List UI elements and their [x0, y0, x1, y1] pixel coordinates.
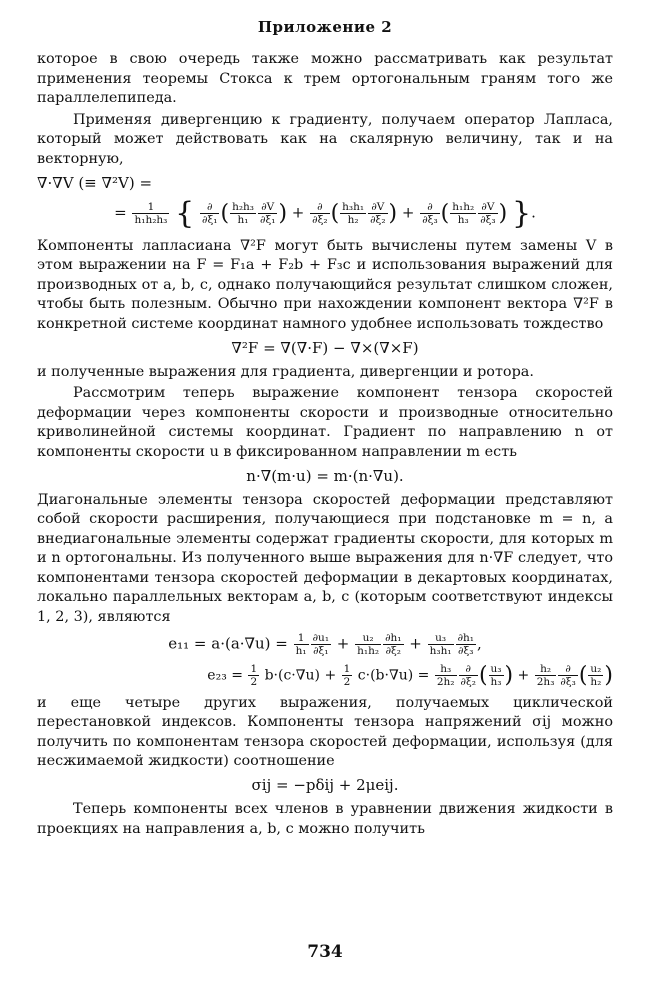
paragraph-2: Применяя дивергенцию к градиенту, получаем оператор Лапласа, который может действовать как на скалярную величину, так и на векторную,: [37, 111, 613, 167]
e11-formula: e₁₁ = a·(a·∇u) = $\frac{1}{\text{h₁}}$ $\frac{\text{∂u₁}}{\text{∂ξ₁}}$ + $\frac{\text{u₂}}{\text{h₁h₂}}$ $\frac{\text{∂h₁}}{\text{∂ξ₂}}$ + $\frac{\text{u₃}}{\text{h₃h₁}}$ $\frac{\text{∂h₁}}{\text{∂ξ₃}}$ ,: [168, 631, 482, 657]
paragraph-8: Теперь компоненты всех членов в уравнении движения жидкости в проекциях на направления a, b, c можно получить: [37, 801, 613, 837]
stress-formula: σij = −pδij + 2μeij.: [251, 776, 399, 795]
vector-identity: ∇²F = ∇(∇·F) − ∇×(∇×F): [231, 338, 419, 357]
paragraph-5: Рассмотрим теперь выражение компонент тензора скоростей деформации через компоненты скорости и производные относительно криволинейной системы координат. Градиент по направлению n от компоненты скорости u в фиксированном направлении m есть: [37, 385, 613, 460]
paragraph-6: Диагональные элементы тензора скоростей деформации представляют собой скорости расширения, получающиеся при подстановке m = n, а внедиагональные элементы содержат градиенты скорости, для которых m и n ортогональны. Из полученного выше выражения для n·∇F следует, что компонентами тензора скоростей деформации в декартовых координатах, локально параллельных векторам a, b, c (которым соответствуют индексы 1, 2, 3), являются: [37, 491, 613, 626]
laplacian-formula: = $\frac{1}{\text{h₁h₂h₃}}$ { ∂ ∂ξ₁ ( $\frac{\text{h₂h₃}}{\text{h₁}}$ $\frac{\partial V}{\text{∂ξ₁}}$ ) + ∂ ∂ξ₂ ( $\frac{\text{h₃h₁}}{\text{h₂}}$ $\frac{\partial V}{\text{∂ξ₂}}$ ) + ∂ ∂ξ₃ ( $\frac{\text{h₁h₂}}{\text{h₃}}$ $\frac{\partial V}{\text{∂ξ₃}}$ ) }.: [114, 195, 536, 231]
e23-formula: e₂₃ = $\frac{1}{2}$ b·(c·∇u) + $\frac{1}{2}$ c·(b·∇u) = $\frac{\text{h₃}}{\text{2h₂}}$ ∂ ∂ξ₂ ( $\frac{\text{u₃}}{\text{h₃}}$ ) + $\frac{\text{h₂}}{\text{2h₃}}$ ∂ ∂ξ₃ ( $\frac{\text{u₂}}{\text{h₂}}$ ): [207, 662, 613, 688]
gradient-formula: n·∇(m·u) = m·(n·∇u).: [246, 466, 404, 485]
paragraph-1: которое в свою очередь также можно рассматривать как результат применения теоремы Стокса к трем ортогональным граням того же параллелепипеда.: [37, 51, 613, 107]
page: [37, 18, 613, 839]
paragraph-7: и еще четыре других выражения, получаемых циклической перестановкой индексов. Компоненты тензора напряжений σij можно получить по компонентам тензора скоростей деформации, используя (для несжимаемой жидкости) соотношение: [37, 694, 613, 770]
page-number: 734: [307, 942, 343, 962]
paragraph-4: и полученные выражения для градиента, дивергенции и ротора.: [37, 363, 534, 380]
paragraph-3: Компоненты лапласиана ∇²F могут быть вычислены путем замены V в этом выражении на F = F₁a + F₂b + F₃c и использования выражений для производных от a, b, c, однако получающийся результат слишком сложен, чтобы быть полезным. Обычно при нахождении компонент вектора ∇²F в конкретной системе координат намного удобнее использовать тождество: [37, 237, 613, 332]
laplacian-lhs: ∇·∇V (≡ ∇²V) =: [37, 173, 153, 192]
page-header: Приложение 2: [257, 18, 393, 36]
